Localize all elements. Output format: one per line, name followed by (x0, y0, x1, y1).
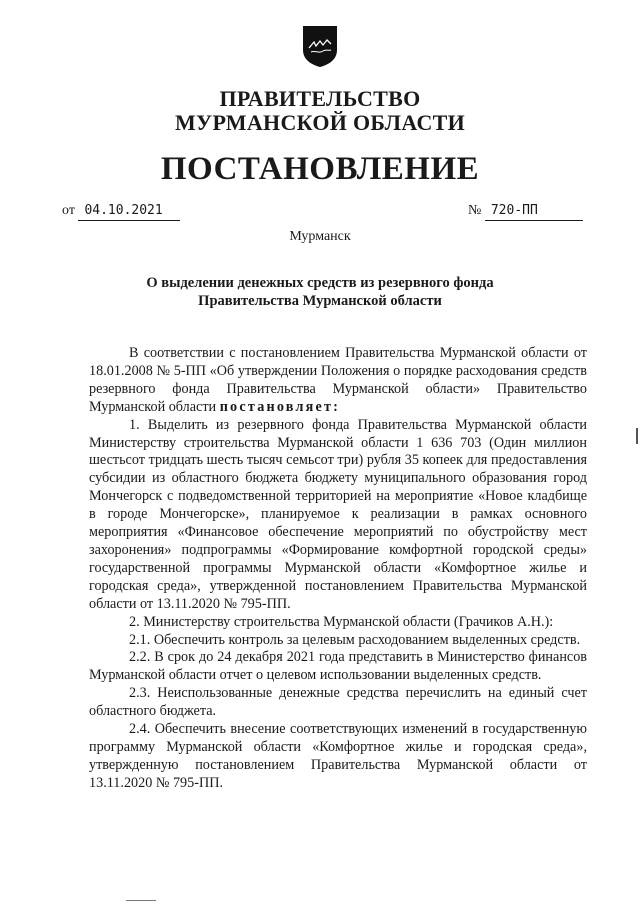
paragraph-2-1: 2.1. Обеспечить контроль за целевым расходованием выделенных средств. (129, 631, 581, 648)
paragraph-2-4: 2.4. Обеспечить внесение соответствующих изменений в государственную программу Мурманской области «Комфортное жилье и городская среда», утвержденную постановлением Правительства Мурманской области от 13.11.2020 № 795-ПП. (89, 721, 587, 791)
date-prefix: от (62, 203, 75, 218)
date-value: 04.10.2021 (78, 202, 180, 221)
preamble-text: В соответствии с постановлением Правительства Мурманской области от 18.01.2008 № 5-ПП «Об утверждении Положения о порядке расходования средств резервного фонда Правительства Мурманской области» Правительство Мурманской области (89, 345, 587, 415)
city-name: Мурманск (289, 229, 351, 244)
decree-word: постановляет: (219, 398, 341, 415)
document-number (468, 202, 583, 221)
document-type-heading: ПОСТАНОВЛЕНИЕ (160, 151, 480, 187)
paragraph-2: 2. Министерству строительства Мурманской области (Грачиков А.Н.): (129, 613, 554, 630)
preamble-paragraph (89, 345, 587, 417)
document-date (62, 202, 180, 221)
government-title-line2: МУРМАНСКОЙ ОБЛАСТИ (174, 110, 466, 135)
subject-line2: Правительства Мурманской области (198, 293, 442, 309)
scan-artifact-line (126, 900, 156, 901)
number-value: 720-ПП (485, 202, 583, 221)
paragraph-2-2: 2.2. В срок до 24 декабря 2021 года представить в Министерство финансов Мурманской области отчет о целевом использовании выделенных средств. (89, 649, 587, 684)
number-prefix: № (468, 203, 482, 218)
paragraph-1: 1. Выделить из резервного фонда Правительства Мурманской области Министерству строительства Мурманской области 1 636 703 (Один миллион шестьсот тридцать шесть тысяч семьсот три) рубля 35 копеек для предоставления субсидии из областного бюджета бюджету муниципального образования город Мончегорск с подведомственной территорией на мероприятие «Новое кладбище в городе Мончегорске», планируемое к реализации в рамках основного мероприятия «Финансовое обеспечение мероприятий по обустройству мест захоронения» подпрограммы «Формирование комфортной городской среды» государственной программы Мурманской области «Комфортное жилье и городская среда», утвержденной постановлением Правительства Мурманской области от 13.11.2020 № 795-ПП. (89, 416, 587, 612)
paragraph-2-3: 2.3. Неиспользованные денежные средства перечислить на единый счет областного бюджета. (89, 685, 587, 720)
subject-line1: О выделении денежных средств из резервного фонда (146, 275, 494, 291)
government-title-line1: ПРАВИТЕЛЬСТВО (219, 86, 421, 111)
document-body (89, 345, 587, 793)
scan-artifact-mark (636, 428, 638, 444)
coat-of-arms-icon (301, 24, 339, 68)
